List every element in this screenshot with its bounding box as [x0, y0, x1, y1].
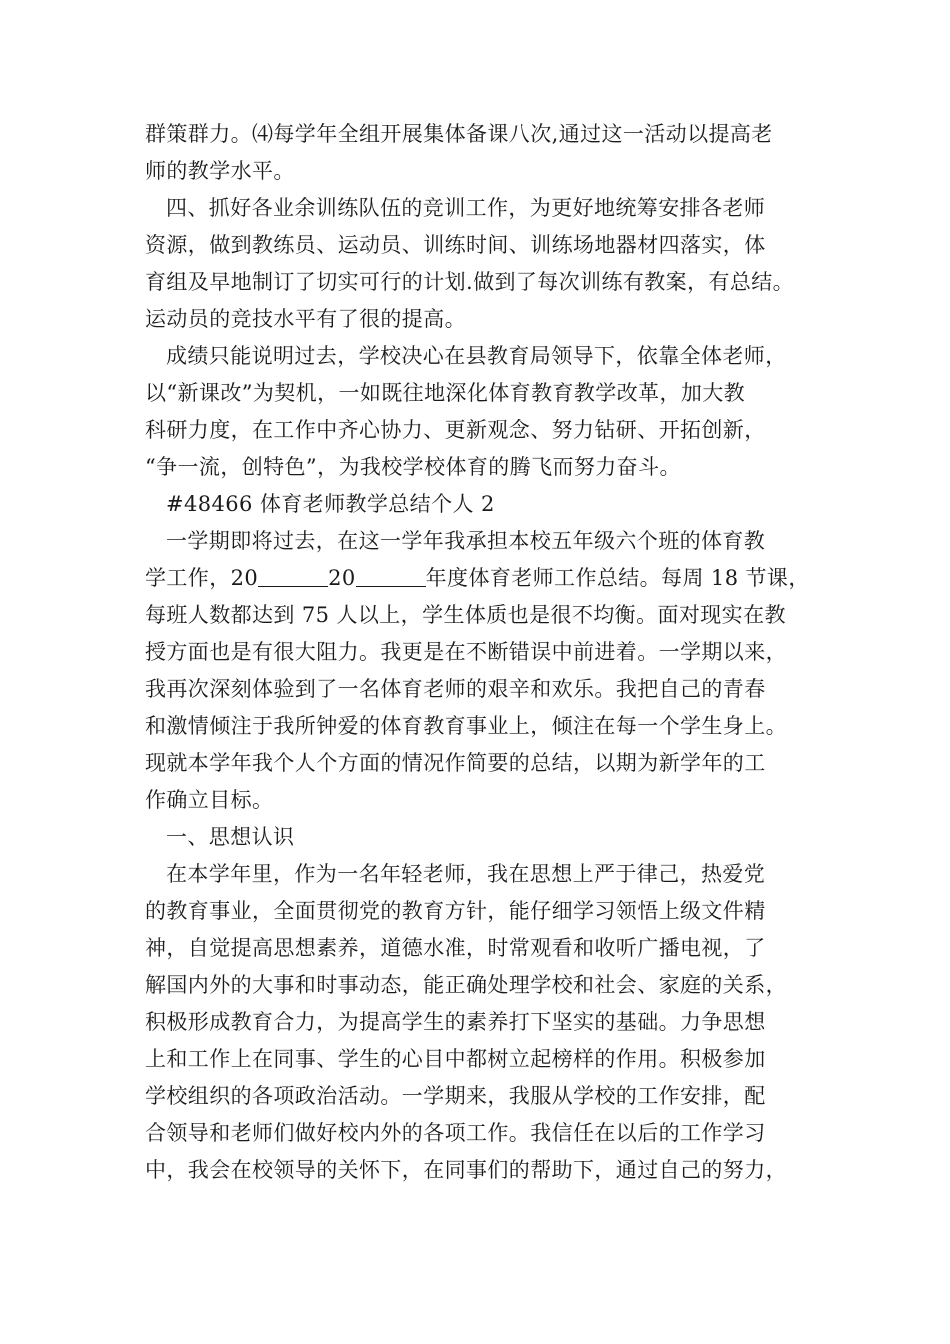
text-line: 以“新课改”为契机，一如既往地深化体育教育教学改革，加大教	[145, 381, 746, 405]
text-line: 群策群力。⑷每学年全组开展集体备课八次,通过这一活动以提高老	[145, 122, 773, 146]
text-line: 中，我会在校领导的关怀下，在同事们的帮助下，通过自己的努力，	[145, 1158, 787, 1182]
text-line: 学校组织的各项政治活动。一学期来，我服从学校的工作安排，配	[145, 1084, 766, 1108]
text-line: 运动员的竞技水平有了很的提高。	[145, 307, 466, 331]
blank-underline	[356, 565, 426, 587]
blank-underline	[258, 565, 328, 587]
section-title: #48466 体育老师教学总结个人 2	[166, 492, 495, 516]
text-line: 的教育事业，全面贯彻党的教育方针，能仔细学习领悟上级文件精	[145, 899, 766, 923]
text-fragment: 年度体育老师工作总结。每周 18 节课，	[425, 566, 810, 590]
text-line: “争一流，创特色”，为我校学校体育的腾飞而努力奋斗。	[145, 455, 681, 479]
text-line: 资源，做到教练员、运动员、训练时间、训练场地器材四落实，体	[145, 233, 766, 257]
paragraph-start: 一学期即将过去，在这一学年我承担本校五年级六个班的体育教	[166, 529, 766, 553]
text-line: 我再次深刻体验到了一名体育老师的艰辛和欢乐。我把自己的青春	[145, 677, 766, 701]
text-line: 解国内外的大事和时事动态，能正确处理学校和社会、家庭的关系，	[145, 973, 787, 997]
text-line: 上和工作上在同事、学生的心目中都树立起榜样的作用。积极参加	[145, 1047, 766, 1071]
text-line: 和激情倾注于我所钟爱的体育教育事业上，倾注在每一个学生身上。	[145, 714, 787, 738]
paragraph-heading: 四、抓好各业余训练队伍的竞训工作，为更好地统筹安排各老师	[166, 196, 766, 220]
text-line: 授方面也是有很大阻力。我更是在不断错误中前进着。一学期以来，	[145, 640, 787, 664]
text-line: 每班人数都达到 75 人以上，学生体质也是很不均衡。面对现实在教	[145, 603, 786, 627]
text-line: 神，自觉提高思想素养，道德水准，时常观看和收听广播电视，了	[145, 936, 766, 960]
paragraph-start: 成绩只能说明过去，学校决心在县教育局领导下，依靠全体老师，	[166, 344, 787, 368]
paragraph-start: 在本学年里，作为一名年轻老师，我在思想上严于律己，热爱党	[166, 862, 766, 886]
text-line: 积极形成教育合力，为提高学生的素养打下坚实的基础。力争思想	[145, 1010, 766, 1034]
text-line: 科研力度，在工作中齐心协力、更新观念、努力钻研、开拓创新，	[145, 418, 766, 442]
text-fragment: 20	[328, 566, 356, 590]
text-line	[145, 560, 825, 597]
subsection-heading: 一、思想认识	[166, 825, 295, 849]
text-line: 现就本学年我个人个方面的情况作简要的总结，以期为新学年的工	[145, 751, 766, 775]
text-line: 育组及早地制订了切实可行的计划.做到了每次训练有教案，有总结。	[145, 270, 795, 294]
document-body	[145, 116, 825, 1189]
text-line: 作确立目标。	[145, 788, 274, 812]
text-fragment: 学工作，20	[145, 566, 259, 590]
text-line: 师的教学水平。	[145, 159, 295, 183]
text-line: 合领导和老师们做好校内外的各项工作。我信任在以后的工作学习	[145, 1121, 766, 1145]
